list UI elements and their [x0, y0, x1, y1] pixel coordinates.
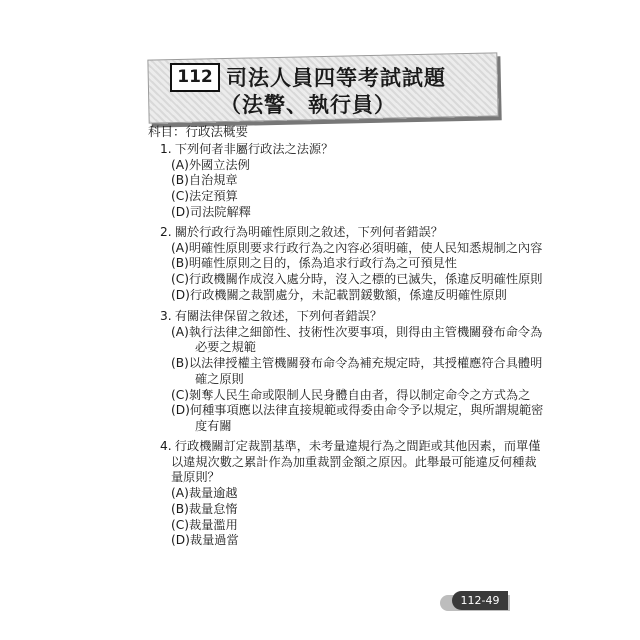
question-stem: 4. 行政機關訂定裁罰基準，未考量違規行為之間距或其他因素，而單僅 — [160, 439, 541, 453]
subject-label: 科目：行政法概要 — [148, 124, 249, 139]
question-2 — [160, 225, 542, 304]
option-c: (C)法定預算 — [171, 189, 238, 204]
question-stem-continued: 以違規次數之累計作為加重裁罰金額之原因。此舉最可能違反何種裁 — [171, 454, 537, 469]
question-stem: 1. 下列何者非屬行政法之法源？ — [160, 142, 334, 156]
option-a: (A)外國立法例 — [171, 157, 250, 172]
option-c: (C)裁量濫用 — [171, 517, 238, 532]
year-badge: 112 — [170, 63, 220, 92]
option-b: (B)裁量怠惰 — [171, 501, 238, 516]
option-a: (A)明確性原則要求行政行為之內容必須明確，使人民知悉規制之內容 — [171, 240, 543, 255]
option-b: (B)明確性原則之目的，係為追求行政行為之可預見性 — [171, 256, 457, 271]
page-number: 112-49 — [452, 591, 508, 610]
question-1 — [160, 142, 333, 221]
option-a: (A)裁量逾越 — [171, 486, 238, 501]
exam-title: 司法人員四等考試試題 — [226, 66, 446, 90]
option-d: (D)司法院解釋 — [171, 204, 251, 219]
question-4 — [160, 439, 541, 549]
option-c: (C)剝奪人民生命或限制人民身體自由者，得以制定命令之方式為之 — [171, 387, 531, 402]
option-b: (B)自治規章 — [171, 173, 238, 188]
question-stem: 3. 有關法律保留之敘述，下列何者錯誤？ — [160, 309, 383, 323]
option-d: (D)行政機關之裁罰處分，未記載罰鍰數額，係違反明確性原則 — [171, 287, 507, 302]
option-d: (D)裁量過當 — [171, 533, 239, 548]
option-c: (C)行政機關作成沒入處分時，沒入之標的已滅失，係違反明確性原則 — [171, 272, 543, 287]
question-3 — [160, 309, 543, 435]
option-d: (D)何種事項應以法律直接規範或得委由命令予以規定，與所謂規範密 度有關 — [171, 403, 544, 433]
exam-subtitle: （法警、執行員） — [220, 93, 396, 117]
option-a: (A)執行法律之細節性、技術性次要事項，則得由主管機關發布命令為 必要之規範 — [171, 324, 543, 355]
question-stem-continued: 量原則？ — [171, 470, 220, 485]
option-b: (B)以法律授權主管機關發布命令為補充規定時，其授權應符合具體明 確之原則 — [171, 356, 543, 386]
question-stem: 2. 關於行政行為明確性原則之敘述，下列何者錯誤？ — [160, 225, 443, 239]
